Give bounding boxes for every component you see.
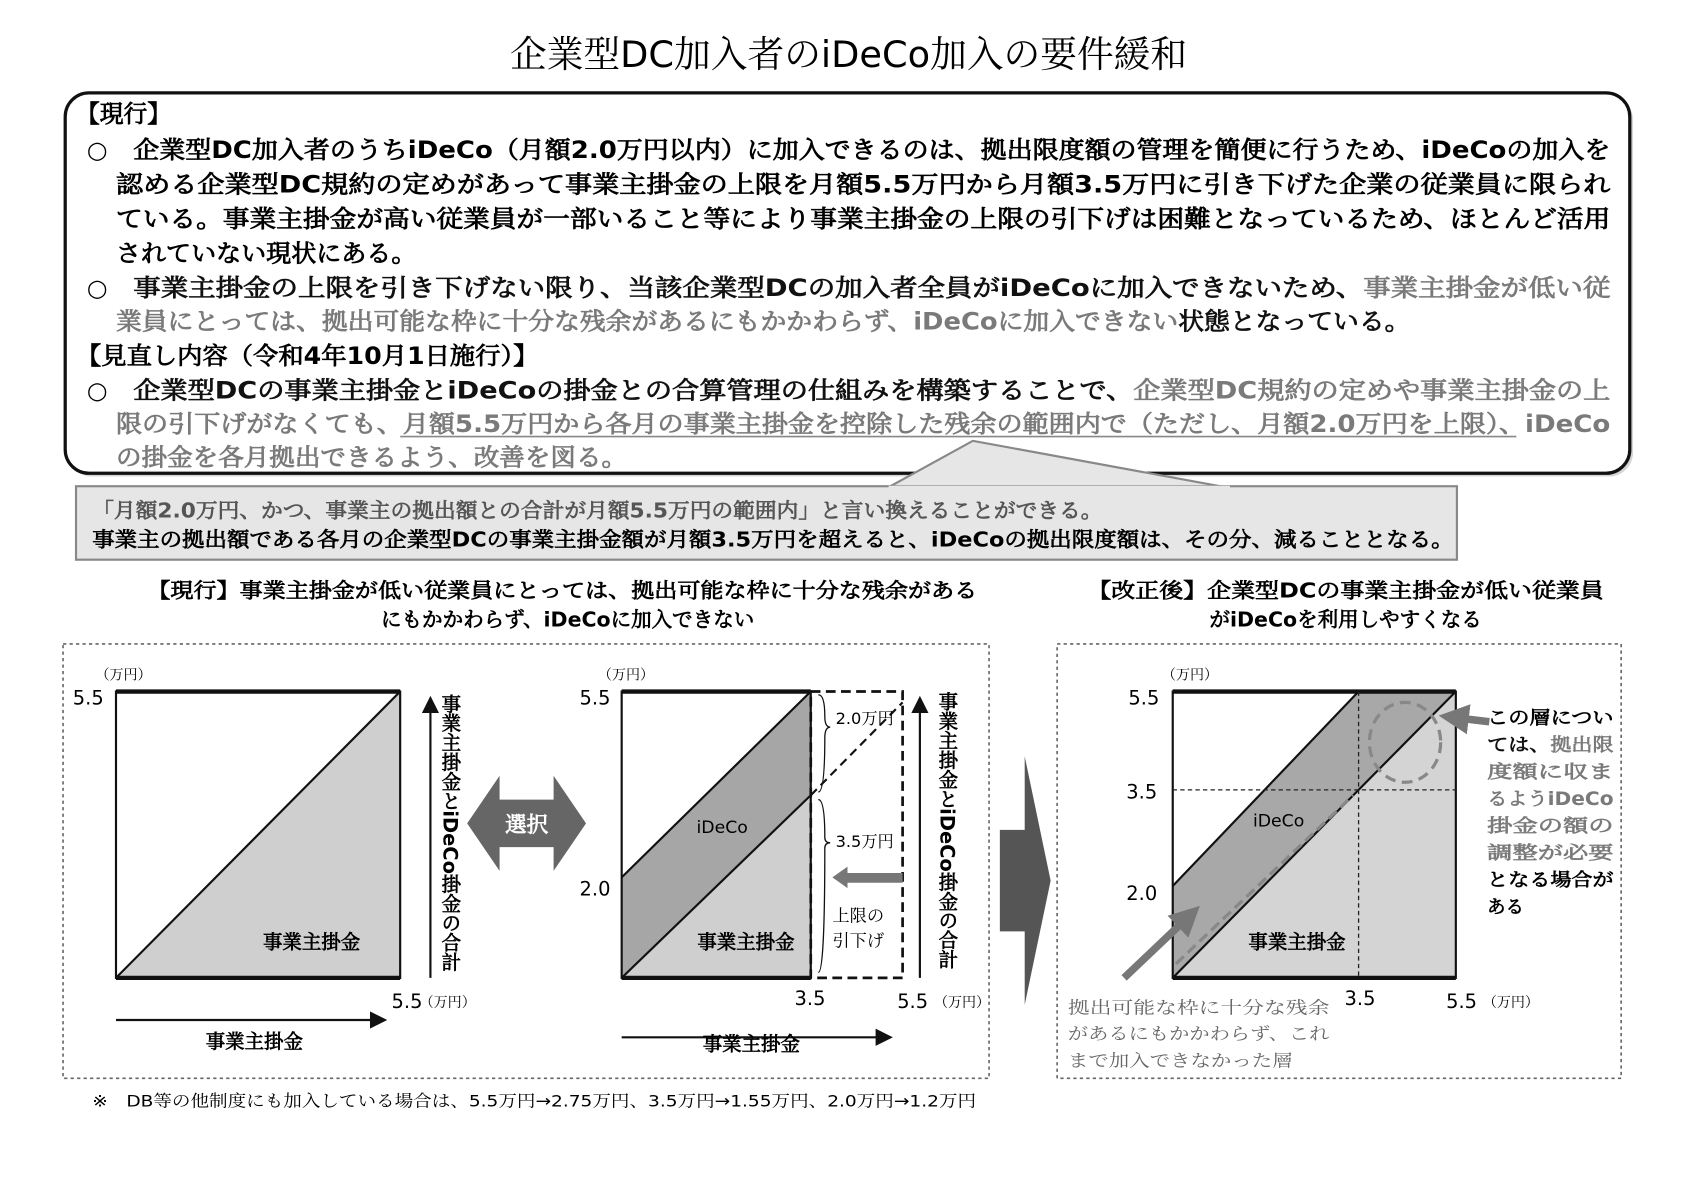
page-title: 企業型DC加入者のiDeCo加入の要件緩和: [510, 32, 1188, 76]
footnote: ※ DB等の他制度にも加入している場合は、5.5万円→2.75万円、3.5万円→1.55万円、2.0万円→1.2万円: [92, 1091, 977, 1111]
svg-text:調整が必要: 調整が必要: [1487, 843, 1579, 865]
svg-text:度額に収ま: 度額に収ま: [1487, 761, 1579, 783]
y-axis-label: 事業主掛金とiDeCo掛金の合計: [935, 691, 959, 969]
revision-line: 企業型DCの事業主掛金とiDeCoの掛金との合算管理の仕組みを構築することで、 企業型DC規約の定めや事業主掛金の上: [133, 376, 1551, 405]
svg-text:るようiDeCo: るようiDeCo: [1487, 788, 1614, 810]
current-b2-line: 業員にとっては、拠出可能な枠に十分な残余があるにもかかわらず、iDeCoに加入できない 状態となっている。: [115, 307, 1393, 336]
svg-text:があるにもかかわらず、これ: があるにもかかわらず、これ: [1067, 1024, 1331, 1045]
callout-line1: 「月額2.0万円、かつ、事業主の拠出額との合計が月額5.5万円の範囲内」と言い換えることができる。: [92, 498, 1103, 523]
note-left: [1068, 999, 1330, 1072]
x-axis-label: 事業主掛金: [205, 1030, 303, 1054]
current-b1-line: 企業型DC加入者のうちiDeCo（月額2.0万円以内）に加入できるのは、拠出限度額の管理を簡便に行うため、iDeCoの加入を: [133, 135, 1611, 164]
y-unit: （万円）: [597, 667, 655, 684]
x-tick: 5.5: [897, 990, 929, 1014]
region-label: 事業主掛金: [697, 930, 795, 954]
brace-label: 3.5万円: [835, 832, 894, 852]
current-b1-line: されていない現状にある。: [115, 239, 417, 268]
current-heading: 【現行】: [76, 100, 172, 129]
right-heading: がiDeCoを利用しやすくなる: [1209, 607, 1482, 632]
y-tick: 5.5: [579, 686, 611, 710]
svg-text:ては、拠出限: ては、 拠出限: [1487, 734, 1606, 756]
svg-text:まで加入できなかった層: まで加入できなかった層: [1067, 1051, 1293, 1072]
x-tick: 5.5: [1446, 990, 1478, 1014]
x-axis-label: 事業主掛金: [702, 1032, 800, 1056]
current-b1-line: 認める企業型DC規約の定めがあって事業主掛金の上限を月額5.5万円から月額3.5万円に引き下げた企業の従業員に限られ: [115, 170, 1612, 199]
right-heading: 【改正後】企業型DCの事業主掛金が低い従業員: [1087, 578, 1604, 603]
y-tick: 2.0: [579, 877, 611, 901]
callout-line2: 事業主の拠出額である各月の企業型DCの事業主掛金額が月額3.5万円を超えると、iDeCoの拠出限度額は、その分、減ることとなる。: [92, 527, 1454, 552]
y-unit: （万円）: [95, 667, 152, 684]
x-unit: （万円）: [933, 995, 991, 1012]
svg-text:ある: ある: [1487, 897, 1524, 919]
x-tick: 5.5: [391, 990, 423, 1014]
svg-text:この層につい: この層につい: [1487, 707, 1614, 729]
bullet-mark: ○: [86, 376, 108, 405]
svg-text:掛金の額の: 掛金の額の: [1487, 815, 1579, 837]
choice-label: 選択: [504, 812, 549, 838]
ideco-label: iDeCo: [1252, 811, 1305, 832]
current-b2-line: 事業主掛金の上限を引き下げない限り、当該企業型DCの加入者全員がiDeCoに加入できないため、 事業主掛金が低い従: [133, 274, 1578, 303]
region-label: 事業主掛金: [1248, 930, 1346, 954]
x-tick: 3.5: [1344, 986, 1376, 1010]
brace-label: 2.0万円: [835, 708, 894, 728]
left-heading: 【現行】事業主掛金が低い従業員にとっては、拠出可能な枠に十分な残余がある: [147, 578, 978, 603]
bullet-mark: ○: [86, 135, 108, 164]
cap-label: 引下げ: [832, 931, 885, 952]
left-heading: にもかかわらず、iDeCoに加入できない: [381, 607, 755, 632]
ideco-label: iDeCo: [696, 818, 748, 839]
y-unit: （万円）: [1161, 667, 1219, 684]
revision-line: 限の引下げがなくても、 月額5.5万円から各月の事業主掛金を控除した残余の範囲内で（ただし、月額2.0万円を上限） 、iDeCo: [115, 410, 1601, 439]
y-tick: 3.5: [1126, 780, 1158, 804]
y-axis-label: 事業主掛金とiDeCo掛金の合計: [438, 693, 462, 972]
revision-heading: 【見直し内容（令和4年10月1日施行）】: [76, 342, 539, 371]
y-tick: 5.5: [72, 686, 104, 710]
x-tick: 3.5: [794, 986, 826, 1010]
svg-text:拠出可能な枠に十分な残余: 拠出可能な枠に十分な残余: [1067, 998, 1330, 1019]
x-unit: （万円）: [419, 995, 476, 1012]
y-tick: 2.0: [1126, 882, 1158, 906]
current-b1-line: ている。事業主掛金が高い従業員が一部いること等により事業主掛金の上限の引下げは困難となっているため、ほとんど活用: [115, 204, 1611, 233]
region-label: 事業主掛金: [262, 930, 361, 954]
y-tick: 5.5: [1128, 686, 1160, 710]
x-unit: （万円）: [1482, 995, 1539, 1012]
main-box-text: [76, 100, 1612, 472]
cap-label: 上限の: [832, 906, 885, 927]
bullet-mark: ○: [86, 274, 108, 303]
svg-text:となる場合が: となる場合が: [1487, 870, 1598, 892]
revision-line: の掛金を各月拠出できるよう、改善を図る。: [115, 443, 628, 472]
